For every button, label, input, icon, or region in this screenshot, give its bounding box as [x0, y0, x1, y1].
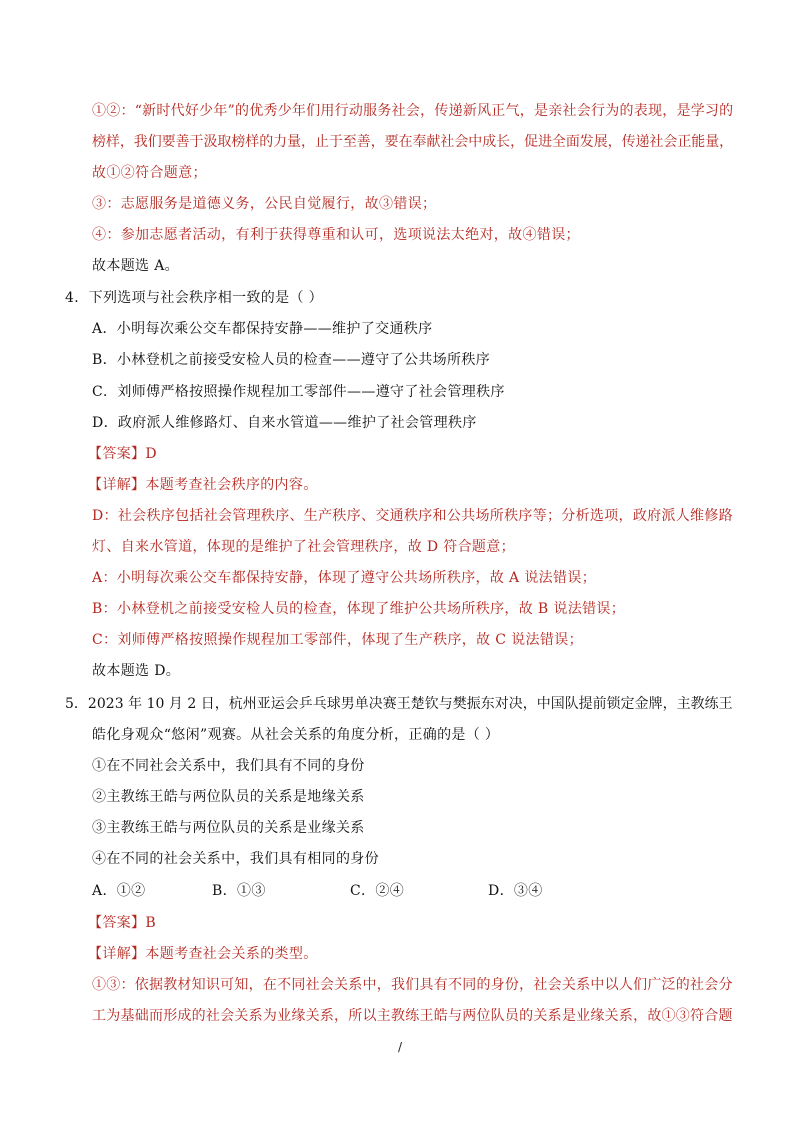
question-5-statement: ③主教练王皓与两位队员的关系是业缘关系: [92, 820, 365, 836]
question-5-statement: ①在不同社会关系中，我们具有不同的身份: [92, 758, 365, 774]
question-5-stem-line2: 皓化身观众“悠闲”观赛。从社会关系的角度分析，正确的是（ ）: [92, 727, 500, 743]
question-5-analysis-line: 工为基础而形成的社会关系为业缘关系，所以主教练王皓与两位队员的关系是业缘关系，故①③符合题: [92, 1008, 733, 1024]
question-5-answer: 【答案】B: [88, 915, 157, 931]
prev-conclusion: 故本题选 A。: [92, 258, 180, 274]
prev-explanation-line: ③：志愿服务是道德义务，公民自觉履行，故③错误；: [92, 196, 437, 212]
question-4-option-d: D．政府派人维修路灯、自来水管道——维护了社会管理秩序: [92, 415, 477, 431]
question-5-choice-a: A．①②: [92, 883, 146, 899]
question-5-choice-d: D．③④: [488, 883, 543, 899]
question-5-choice-b: B．①③: [212, 883, 266, 899]
question-4-option-b: B．小林登机之前接受安检人员的检查——遵守了公共场所秩序: [92, 352, 491, 368]
prev-explanation-line: ①②：“新时代好少年”的优秀少年们用行动服务社会，传递新风正气，是亲社会行为的表现，是学习的: [92, 103, 734, 119]
question-number: 4．: [65, 290, 89, 306]
question-4-analysis-line: 灯、自来水管道，体现的是维护了社会管理秩序，故 D 符合题意；: [92, 539, 515, 555]
question-4-analysis-line: A：小明每次乘公交车都保持安静，体现了遵守公共场所秩序，故 A 说法错误；: [92, 570, 597, 586]
prev-explanation-line: ④：参加志愿者活动，有利于获得尊重和认可，选项说法太绝对，故④错误；: [92, 227, 580, 243]
question-4-option-a: A．小明每次乘公交车都保持安静——维护了交通秩序: [92, 321, 433, 337]
question-4-stem: [65, 288, 323, 308]
question-4-answer: 【答案】D: [88, 446, 157, 462]
question-4-analysis-line: C：刘师傅严格按照操作规程加工零部件，体现了生产秩序，故 C 说法错误；: [92, 632, 583, 648]
question-4-conclusion: 故本题选 D。: [92, 663, 181, 679]
question-5-statement: ②主教练王皓与两位队员的关系是地缘关系: [92, 789, 365, 805]
question-4-analysis-line: B：小林登机之前接受安检人员的检查，体现了维护公共场所秩序，故 B 说法错误；: [92, 601, 626, 617]
question-5-analysis-line: ①③：依据教材知识可知，在不同社会关系中，我们具有不同的身份，社会关系中以人们广泛的社会分: [92, 977, 733, 993]
prev-explanation-line: 榜样，我们要善于汲取榜样的力量，止于至善，要在奉献社会中成长，促进全面发展，传递社会正能量，: [92, 134, 734, 150]
question-4-analysis-line: D：社会秩序包括社会管理秩序、生产秩序、交通秩序和公共场所秩序等；分析选项，政府派人维修路: [92, 508, 733, 524]
prev-explanation-line: 故①②符合题意；: [92, 165, 207, 181]
question-5-detail: 【详解】本题考查社会关系的类型。: [88, 946, 318, 962]
question-5-stem-line1: [65, 694, 733, 714]
question-text: 下列选项与社会秩序相一致的是（ ）: [88, 290, 324, 306]
question-4-detail: 【详解】本题考查社会秩序的内容。: [88, 477, 318, 493]
question-4-option-c: C．刘师傅严格按照操作规程加工零部件——遵守了社会管理秩序: [92, 384, 505, 400]
page-number: /: [398, 1040, 403, 1054]
question-5-statement: ④在不同的社会关系中，我们具有相同的身份: [92, 851, 379, 867]
question-5-choice-c: C．②④: [350, 883, 405, 899]
question-number: 5．: [65, 696, 88, 712]
question-text: 2023 年 10 月 2 日，杭州亚运会乒乓球男单决赛王楚钦与樊振东对决，中国队提前锁定金牌，主教练王: [87, 696, 733, 712]
